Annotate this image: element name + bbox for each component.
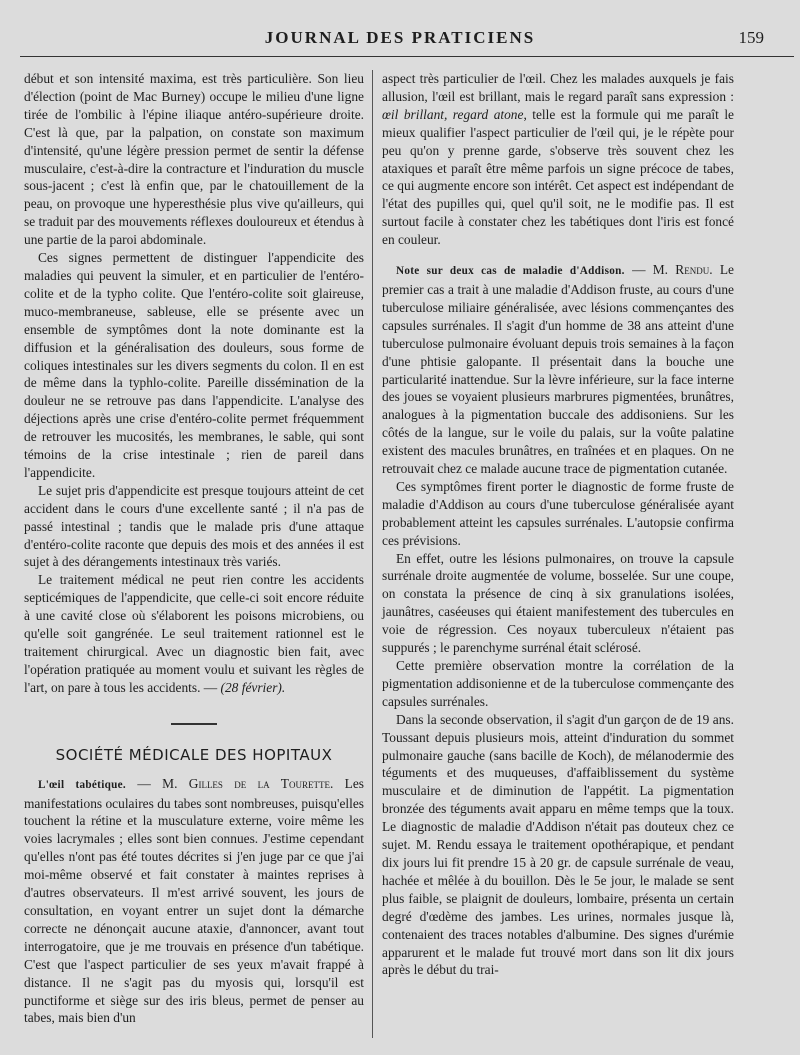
paragraph: Ces symptômes firent porter le diagnostic de forme fruste de maladie d'Addison au cours d'une tuberculose généralisée ayant probablement atteint les capsules surrénales. L'autopsie confirma ces prévisions. [382, 478, 734, 548]
paragraph: Dans la seconde observation, il s'agit d'un garçon de de 19 ans. Toussant depuis plusieurs mois, atteint d'induration du sommet pulmonaire gauche (sans bacille de Koch), de mélanodermie des téguments et des muqueuses, d'affaiblissement du système musculaire et de diminution de l'appétit. La pigmentation bronzée des téguments avait apparu en même temps que la toux. Le diagnostic de maladie d'Addison n'était pas douteux chez ce sujet. M. Rendu essaya le traitement opothérapique, et pendant dix jours lui fit prendre 15 à 20 gr. de capsule surrénale de veau, hachée et mêlée à du bouillon. Dès le 5e jour, le malade se sent plus faible, se plaignit de douleurs, lombaire, présenta un certain degré d'œdème des jambes. Les urines, normales jusque là, contenaient des traces notables d'albumine. Des signes d'urémie apparurent et le malade fut trouvé mort dans son lit dix jours après le début du trai- [382, 711, 734, 978]
page-number: 159 [738, 28, 764, 47]
paragraph [24, 775, 364, 1028]
article-date: (28 février). [220, 679, 286, 695]
paragraph: En effet, outre les lésions pulmonaires, on trouve la capsule surrénale droite augmentée de volume, bosselée. Sur une coupe, on constata la présence de cinq à six granulations isolées, jaunâtres, caséeuses qui étaient manifestement des tubercules en voie de régression. Ces noyaux tuberculeux n'étaient pas suppurés ; le parenchyme surrénal était sclérosé. [382, 550, 734, 656]
paragraph: Cette première observation montre la corrélation de la pigmentation addisonienne et de la tuberculose commençante des capsules surrénales. [382, 658, 734, 709]
left-column [24, 70, 364, 1027]
article-title: Note sur deux cas de maladie d'Addison. [396, 265, 625, 278]
paragraph: Ces signes permettent de distinguer l'appendicite des maladies qui peuvent la simuler, et en particulier de l'entéro-colite et de la typho colite. Que l'entéro-colite soit glaireuse, muco-membraneuse, sableuse, elle se présente avec un ensemble de symptômes dont la note dominante est la diffusion et la généralisation des douleurs, sous forme de coliques intestinales sur les divers segments du colon. Il en est de même dans la typhlo-colite. Pareille dissémination de la douleur ne se retrouve pas dans l'appendicite. L'analyse des déjections après une crise d'entéro-colite permet fréquemment de retrouver les mucosités, les membranes, le sable, qui sont témoins de la crise intestinale ; rien de pareil dans l'appendicite. [24, 250, 364, 480]
running-head [22, 28, 778, 52]
emphasis-text: œil brillant, regard atone [382, 106, 524, 122]
paragraph [24, 571, 364, 696]
paragraph-text: Le traitement médical ne peut rien contre les accidents septicémiques de l'appendicite, que celle-ci soit encore réduite à une cavité close où s'élaborent les poisons microbiens, ou qu'elle soit gangrénée. Le seul traitement rationnel est le traitement chirurgical. Avec un diagnostic bien fait, avec l'opération pratiquée au moment voulu et suivant les règles de l'art, on pare à tous les accidents. — [24, 572, 364, 695]
section-heading: SOCIÉTÉ MÉDICALE DES HOPITAUX [55, 745, 333, 764]
paragraph: début et son intensité maxima, est très particulière. Son lieu d'élection (point de Mac Burney) occupe le milieu d'une ligne tirée de l'ombilic à l'épine iliaque antéro-supérieure droite. C'est là que, par la palpation, on constate son maximum d'intensité, qu'une légère pression permet de sentir la défense musculaire, c'est-à-dire la contracture et l'induration du muscle sous-jacent ; c'est là enfin que, par le chatouillement de la peau, on provoque une hyperesthésie plus vive qu'ailleurs, qui se traduit par des mouvements réflexes douloureux et étendus à une partie de la paroi abdominale. [24, 71, 364, 248]
right-column [382, 70, 734, 979]
running-title: JOURNAL DES PRATICIENS [264, 28, 536, 47]
article-title: L'œil tabétique. [38, 778, 127, 791]
paragraph: Le sujet pris d'appendicite est presque toujours atteint de cet accident dans le cours d'une excellente santé ; il n'a pas de passé intestinal ; tandis que le malade pris d'une attaque d'entéro-colite raconte que depuis des mois et des années il est sujet à des dérangements intestinaux très variés. [24, 482, 364, 570]
column-divider [372, 70, 373, 1038]
article-author: — M. Gilles de la Tourette. [137, 775, 334, 791]
paragraph [382, 70, 734, 249]
article-author: — M. Rendu. [632, 262, 713, 278]
paragraph-text: aspect très particulier de l'œil. Chez les malades auxquels je fais allusion, l'œil est brillant, mais le regard paraît sans expression : [382, 71, 734, 104]
paragraph-text: Le premier cas a trait à une maladie d'Addison fruste, au cours d'une tuberculose miliaire généralisée, avec lésions commençantes des capsules surrénales. Il s'agit d'un homme de 38 ans atteint d'une tuberculose pulmonaire évoluant depuis trois semaines à la façon d'une phtisie galopante. Il présentait dans la bouche une particularité inattendue. Sur la lèvre inférieure, sur la face interne des joues se voyaient plusieurs marbrures pigmentées, brunâtres, analogues à la pigmentation buccale des addisoniens. Sur les côtés de la langue, sur le voile du palais, sur la voûte palatine existent des macules brunâtres, en traînées et en plaques. On ne retrouvait chez ce malade aucune trace de pigmentation cutanée. [382, 262, 734, 477]
header-rule [20, 56, 794, 57]
section-divider [171, 723, 217, 725]
paragraph-text: Les manifestations oculaires du tabes sont nombreuses, puisqu'elles touchent la rétine et la musculature externe, voire même les voies lacrymales ; elles sont bien connues. J'estime cependant qu'elles n'ont pas été toutes décrites si j'en juge par ce que j'ai moi-même observé et fait constater à maintes reprises à d'autres observateurs. Il m'est arrivé souvent, les jours de consultation, en voyant entrer un sujet dont la démarche correcte ne dénonçait aucune ataxie, d'annoncer, avant tout interrogatoire, que je me trouvais en présence d'un tabétique. C'est que l'aspect particulier de ses yeux m'avait frappé à distance. Il ne s'agit pas du myosis qui, lorsqu'il est punctiforme et siège sur des iris bleus, permet de penser au tabes, mais bien d'un [24, 775, 364, 1026]
paragraph [382, 261, 734, 478]
paragraph-text: , telle est la formule qui me paraît le mieux qualifier l'aspect particulier de l'œil qui, je le répète pour peu qu'on y prenne garde, s'observe très souvent chez les ataxiques et paraît être même parfois un signe précoce de tabes, ce qui augmente encore son intérêt. Cet aspect est indépendant de l'état des pupilles qui, quel qu'il soit, ne le modifie pas. Il est surtout facile à constater chez les tabétiques dont l'iris est foncé en couleur. [382, 106, 734, 248]
